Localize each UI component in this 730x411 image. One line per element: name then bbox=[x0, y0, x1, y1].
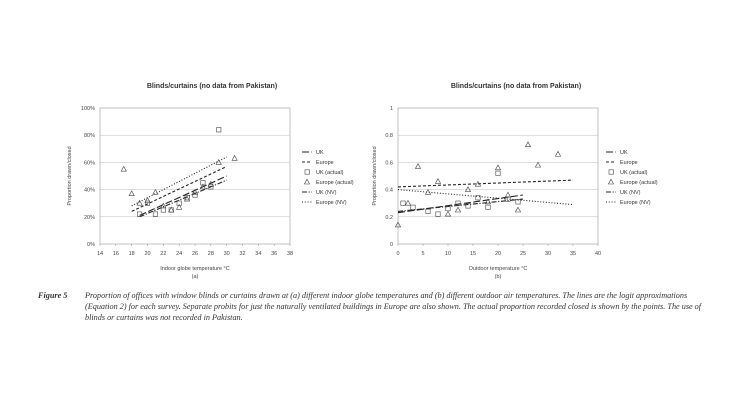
y-tick-label: 0.6 bbox=[385, 160, 393, 167]
legend-swatch bbox=[609, 170, 613, 174]
chart-b-xlabel: Outdoor temperature °C bbox=[468, 266, 528, 272]
europe-actual-point bbox=[455, 207, 460, 212]
uk-actual-point bbox=[411, 205, 415, 209]
legend-swatch bbox=[305, 170, 309, 174]
x-tick-label: 25 bbox=[519, 251, 527, 257]
legend-swatch bbox=[608, 179, 613, 184]
europe-actual-point bbox=[505, 192, 510, 197]
chart-b-ylabel: Proportion drawn/closed bbox=[372, 146, 378, 206]
legend-label: UK (NV) bbox=[620, 190, 641, 196]
fit-line-uk-nv bbox=[140, 180, 227, 217]
europe-actual-point bbox=[153, 190, 158, 195]
x-tick-label: 36 bbox=[271, 251, 278, 257]
europe-actual-point bbox=[129, 191, 134, 196]
chart-a-legend bbox=[302, 150, 354, 206]
chart-b-title: Blinds/curtains (no data from Pakistan) bbox=[450, 83, 582, 90]
uk-actual-point bbox=[426, 209, 430, 213]
legend-label: UK bbox=[620, 150, 628, 156]
chart-a-ylabel: Proportion drawn/closed bbox=[67, 146, 73, 206]
europe-actual-point bbox=[435, 179, 440, 184]
europe-actual-point bbox=[405, 200, 410, 205]
chart-a-plot-area bbox=[100, 108, 290, 244]
figure-label: Figure 5 bbox=[38, 291, 68, 300]
y-tick-label: 100% bbox=[80, 106, 95, 112]
chart-b-panel-label: (b) bbox=[494, 274, 502, 280]
x-tick-label: 16 bbox=[112, 251, 119, 257]
legend-label: UK (NV) bbox=[316, 190, 337, 196]
legend-label: UK (actual) bbox=[316, 170, 344, 176]
y-tick-label: 40% bbox=[83, 187, 95, 194]
europe-actual-point bbox=[415, 164, 420, 169]
x-tick-label: 24 bbox=[176, 251, 183, 257]
x-tick-label: 30 bbox=[544, 251, 552, 257]
europe-actual-point bbox=[515, 207, 520, 212]
chart-a-title: Blinds/curtains (no data from Pakistan) bbox=[146, 83, 278, 90]
x-tick-label: 28 bbox=[207, 251, 214, 257]
y-tick-label: 0% bbox=[87, 242, 95, 248]
x-tick-label: 0 bbox=[396, 251, 400, 257]
europe-actual-point bbox=[232, 156, 237, 161]
x-tick-label: 34 bbox=[255, 251, 262, 257]
x-tick-label: 26 bbox=[191, 251, 199, 257]
uk-actual-point bbox=[153, 212, 157, 216]
x-tick-label: 30 bbox=[223, 251, 230, 257]
chart-panel-a bbox=[67, 83, 354, 280]
legend-label: Europe bbox=[316, 160, 334, 166]
legend-swatch bbox=[304, 179, 309, 184]
uk-actual-point bbox=[436, 212, 440, 216]
x-tick-label: 40 bbox=[594, 251, 602, 257]
x-tick-label: 5 bbox=[421, 251, 425, 257]
y-tick-label: 0.2 bbox=[385, 214, 393, 221]
legend-label: UK (actual) bbox=[620, 170, 648, 176]
figure-caption-text: Proportion of offices with window blinds or curtains drawn at (a) different indoor globe temperatures and (b) different outdoor air temperatures. The lines are the logit approximations (Equation 2) for each survey. Separate probits for just the naturally ventilated buildings in Europe are also shown. The actual proportion recorded closed is shown by the points. The use of blinds or curtains was not recorded in Pakistan. bbox=[85, 291, 702, 323]
uk-actual-point bbox=[217, 128, 221, 132]
uk-actual-point bbox=[496, 171, 500, 175]
y-tick-label: 0.8 bbox=[385, 133, 393, 140]
europe-actual-point bbox=[555, 151, 560, 156]
x-tick-label: 15 bbox=[469, 251, 477, 257]
legend-label: Europe bbox=[620, 160, 638, 166]
uk-actual-point bbox=[486, 205, 490, 209]
europe-actual-point bbox=[145, 198, 150, 203]
fit-line-europe bbox=[398, 180, 573, 187]
uk-actual-point bbox=[401, 201, 405, 205]
legend-label: Europe (NV) bbox=[620, 200, 651, 206]
x-tick-label: 20 bbox=[144, 251, 151, 257]
x-tick-label: 10 bbox=[444, 251, 452, 257]
y-tick-label: 80% bbox=[83, 133, 95, 140]
europe-actual-point bbox=[137, 200, 142, 205]
y-tick-label: 0 bbox=[389, 242, 393, 248]
legend-label: Europe (NV) bbox=[316, 200, 347, 206]
x-tick-label: 38 bbox=[286, 251, 294, 257]
chart-b-legend bbox=[606, 150, 658, 206]
europe-actual-point bbox=[525, 142, 530, 147]
fit-line-europe-nv bbox=[132, 157, 227, 206]
x-tick-label: 20 bbox=[494, 251, 502, 257]
y-tick-label: 0.4 bbox=[385, 187, 393, 194]
x-tick-label: 22 bbox=[160, 251, 167, 257]
europe-actual-point bbox=[445, 211, 450, 216]
x-tick-label: 18 bbox=[128, 251, 135, 257]
legend-label: UK bbox=[316, 150, 324, 156]
x-tick-label: 35 bbox=[569, 251, 577, 257]
uk-actual-point bbox=[161, 208, 165, 212]
chart-b-plot-area bbox=[398, 108, 598, 244]
legend-label: Europe (actual) bbox=[620, 180, 658, 186]
europe-actual-point bbox=[121, 166, 126, 171]
y-tick-label: 1 bbox=[389, 106, 393, 112]
y-tick-label: 20% bbox=[83, 214, 95, 221]
chart-a-xlabel: Indoor globe temperature °C bbox=[160, 266, 230, 272]
x-tick-label: 14 bbox=[96, 251, 104, 257]
chart-panel-b bbox=[372, 83, 658, 280]
europe-actual-point bbox=[495, 165, 500, 170]
europe-actual-point bbox=[535, 162, 540, 167]
x-tick-label: 32 bbox=[239, 251, 246, 257]
legend-label: Europe (actual) bbox=[316, 180, 354, 186]
chart-a-panel-label: (a) bbox=[191, 274, 199, 280]
europe-actual-point bbox=[465, 187, 470, 192]
y-tick-label: 60% bbox=[83, 160, 95, 167]
